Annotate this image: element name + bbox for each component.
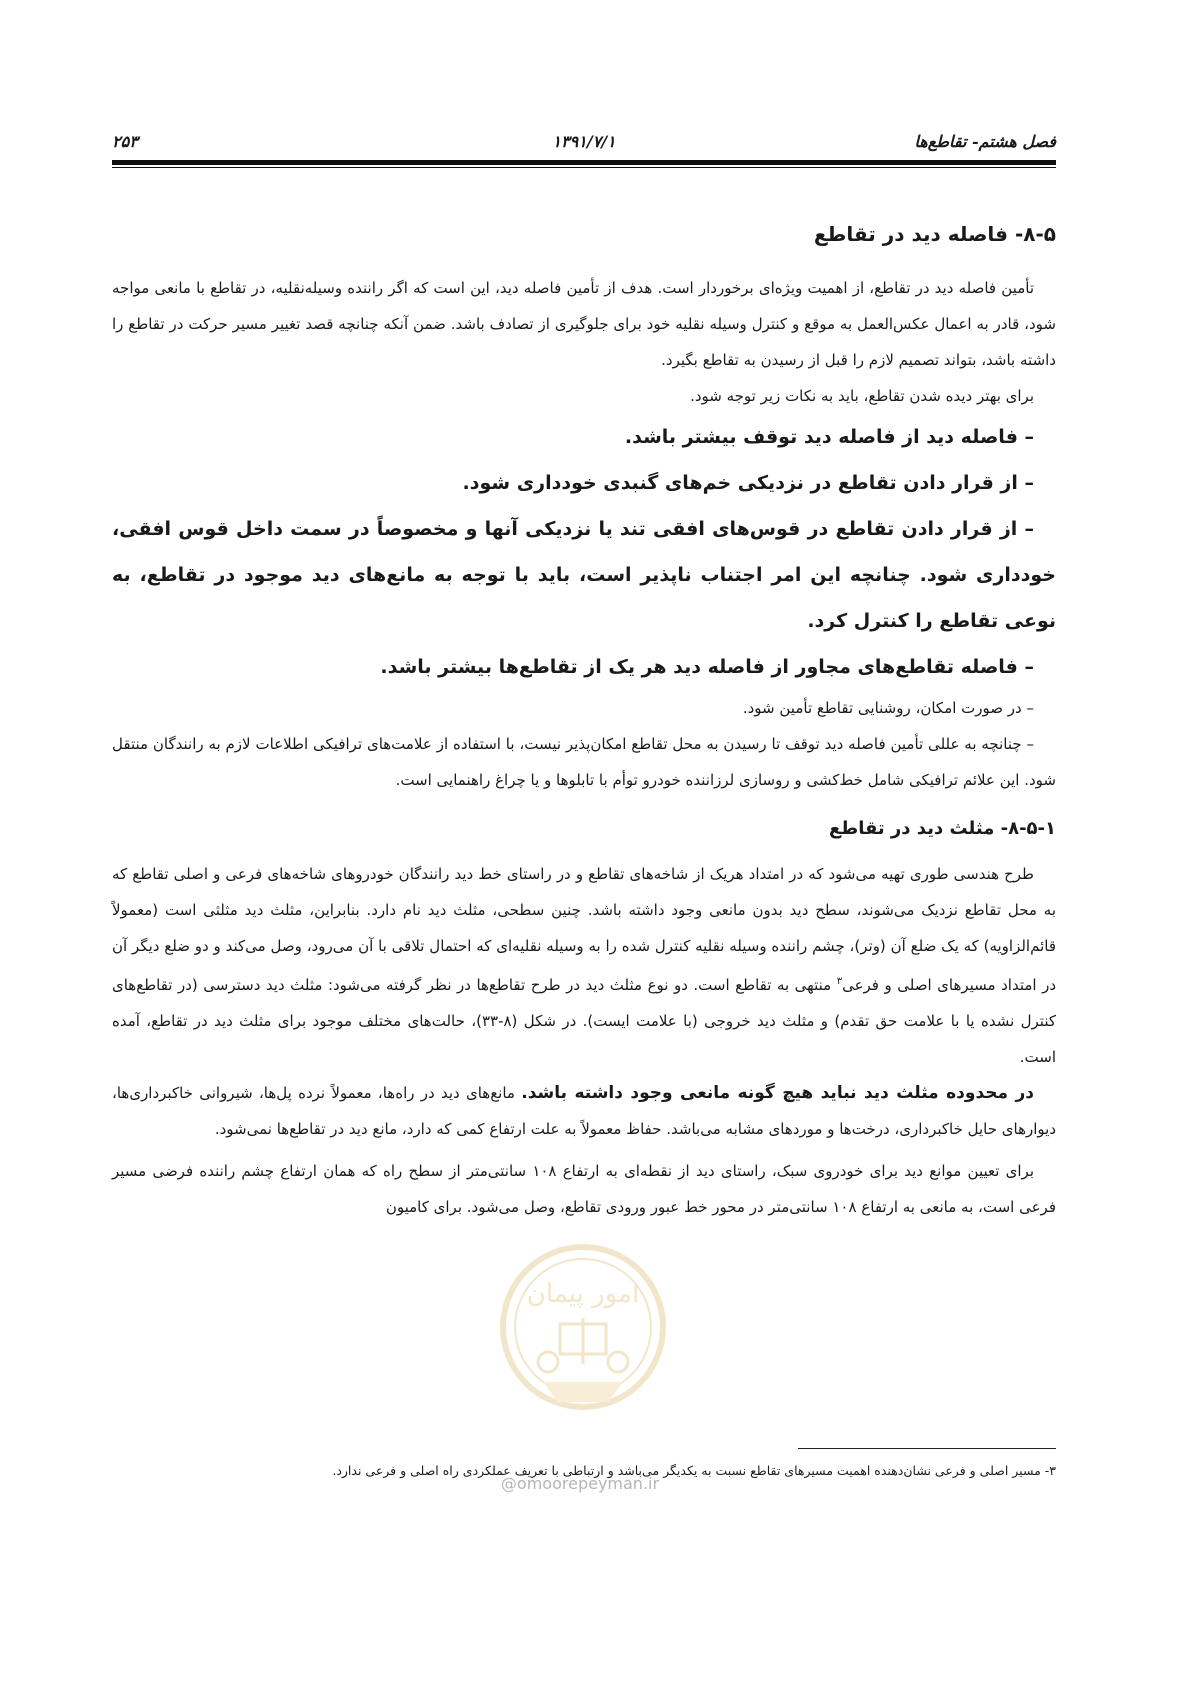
paragraph: برای بهتر دیده شدن تقاطع، باید به نکات زیر توجه شود.	[690, 387, 1034, 405]
bullet-item: – فاصله دید از فاصله دید توقف بیشتر باشد.	[624, 426, 1034, 448]
watermark-site: @omoorepeyman.ir	[500, 1474, 660, 1493]
paragraph: برای تعیین موانع دید برای خودروی سبک، راستای دید از نقطه‌ای به ارتفاع ۱۰۸ سانتی‌متر از سطح راه که همان ارتفاع چشم راننده فرضی مسیر فرعی است، به مانعی به ارتفاع ۱۰۸ سانتی‌متر در محور خط عبور ورودی تقاطع، وصل می‌شود. برای کامیون	[112, 1162, 1056, 1216]
seal-text: امور پیمان	[526, 1279, 640, 1309]
subsection-title: ۸-۵-۱- مثلث دید در تقاطع	[828, 818, 1056, 839]
header-date: ۱۳۹۱/۷/۱	[552, 132, 616, 151]
chapter-title: فصل هشتم- تقاطع‌ها	[914, 132, 1056, 151]
paragraph: تأمین فاصله دید در تقاطع، از اهمیت ویژه‌ای برخوردار است. هدف از تأمین فاصله دید، این است که اگر راننده وسیله‌نقلیه، در تقاطع با مانعی مواجه شود، قادر به اعمال عکس‌العمل به موقع و کنترل وسیله نقلیه خود برای جلوگیری از تصادف باشد. ضمن آنکه چنانچه قصد تغییر مسیر حرکت در تقاطع را داشته باشد، بتواند تصمیم لازم را قبل از رسیدن به تقاطع بگیرد.	[112, 279, 1056, 369]
bullet-item: – در صورت امکان، روشنایی تقاطع تأمین شود.	[742, 699, 1034, 717]
main-content	[112, 214, 1056, 1225]
running-header	[112, 132, 1056, 158]
section-title: ۸-۵- فاصله دید در تقاطع	[813, 222, 1056, 246]
bullet-item: – از قرار دادن تقاطع در نزدیکی خم‌های گنبدی خودداری شود.	[462, 472, 1034, 494]
footnote: ۳- مسیر اصلی و فرعی نشان‌دهنده اهمیت مسیرهای تقاطع نسبت به یکدیگر می‌باشد و ارتباطی با تعریف عملکردی راه اصلی و فرعی ندارد.	[332, 1463, 1056, 1478]
emphasis-text: در محدوده مثلث دید نباید هیچ گونه مانعی وجود داشته باشد.	[521, 1083, 1035, 1103]
header-rule-thick	[112, 160, 1056, 165]
watermark-seal-icon	[498, 1232, 668, 1452]
footnote-rule	[798, 1448, 1056, 1449]
page-number: ۲۵۳	[112, 132, 138, 151]
bullet-item: – از قرار دادن تقاطع در قوس‌های افقی تند یا نزدیکی آنها و مخصوصاً در سمت داخل قوس افقی، خودداری شود. چنانچه این امر اجتناب ناپذیر است، باید با توجه به مانع‌های دید موجود در تقاطع، به نوعی تقاطع را کنترل کرد.	[112, 518, 1056, 632]
bullet-item: – فاصله تقاطع‌های مجاور از فاصله دید هر یک از تقاطع‌ها بیشتر باشد.	[380, 656, 1034, 678]
footnote-ref: ۳	[836, 976, 843, 987]
paragraph: طرح هندسی طوری تهیه می‌شود که در امتداد هریک از شاخه‌های تقاطع و در راستای خط دید رانندگان خودروهای شاخه‌های فرعی و اصلی تقاطع که به محل تقاطع نزدیک می‌شوند، سطح دید بدون مانعی وجود داشته باشد. چنین سطحی، مثلث دید نام دارد. بنابراین، مثلث دید مثلثی است (معمولاً قائم‌الزاویه) که یک ضلع آن (وتر)، چشم راننده وسیله نقلیه کنترل شده را به وسیله نقلیه‌ای که احتمال تلاقی با آن می‌رود، وصل می‌کند و دو ضلع دیگر آن در امتداد مسیرهای اصلی و فرعی$^۳$ منتهی به تقاطع است. دو نوع مثلث دید در طرح تقاطع‌ها در نظر گرفته می‌شود: مثلث دید دسترسی (در تقاطع‌های کنترل نشده یا با علامت حق تقدم) و مثلث دید خروجی (با علامت ایست). در شکل (۸-۳۳)، حالت‌های مختلف موجود برای مثلث دید در تقاطع، آمده است.	[112, 865, 1056, 1066]
header-rule-thin	[112, 167, 1056, 168]
paragraph: در محدوده مثلث دید نباید هیچ گونه مانعی وجود داشته باشد. مانع‌های دید در راه‌ها، معمولاً نرده پل‌ها، شیروانی خاکبرداری‌ها، دیوارهای حایل خاکبرداری، درخت‌ها و موردهای مشابه می‌باشد. حفاظ معمولاً به علت ارتفاع کمی که دارد، مانع دید در تقاطع‌ها نمی‌شود.	[112, 1083, 1056, 1138]
bullet-item: – چنانچه به عللی تأمین فاصله دید توقف تا رسیدن به محل تقاطع امکان‌پذیر نیست، با استفاده از علامت‌های ترافیکی اطلاعات لازم به رانندگان منتقل شود. این علائم ترافیکی شامل خط‌کشی و روسازی لرزاننده خودرو توأم با تابلوها و یا چراغ راهنمایی است.	[112, 735, 1056, 789]
